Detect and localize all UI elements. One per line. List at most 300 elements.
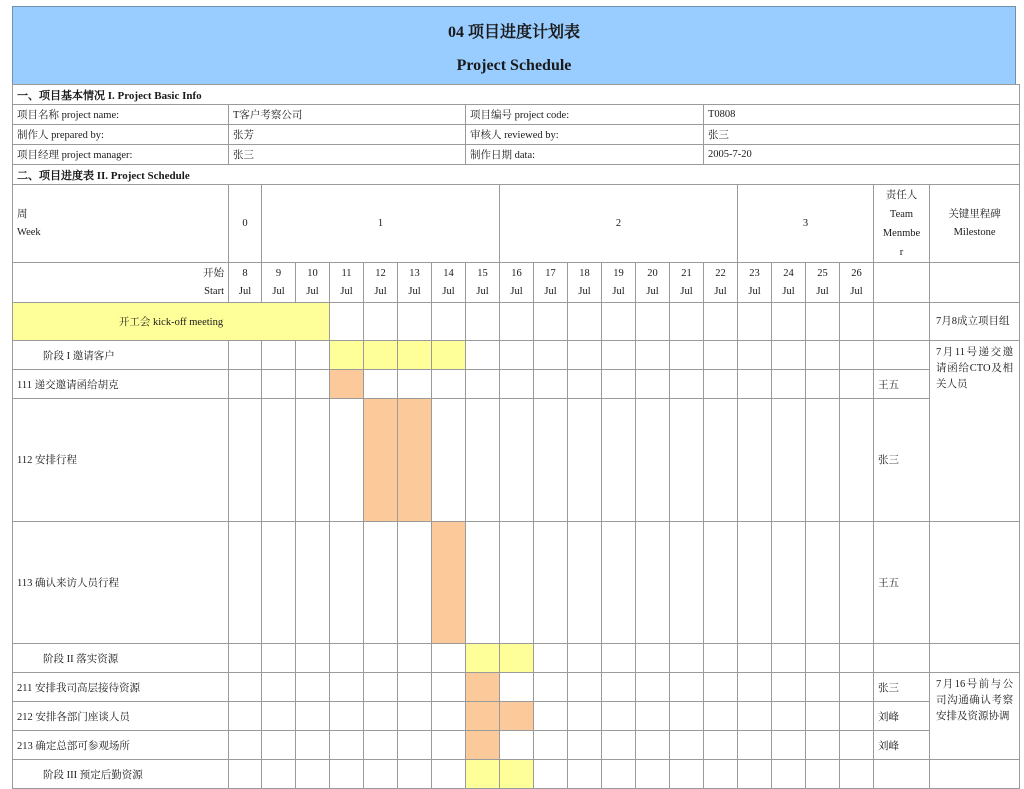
gantt-cell bbox=[262, 731, 296, 760]
gantt-cell bbox=[840, 303, 874, 341]
gantt-cell bbox=[602, 303, 636, 341]
milestone-cell bbox=[930, 760, 1020, 789]
day-month: Jul bbox=[442, 285, 455, 297]
gantt-cell bbox=[364, 731, 398, 760]
gantt-cell bbox=[772, 521, 806, 644]
gantt-cell bbox=[534, 341, 568, 370]
gantt-cell bbox=[262, 521, 296, 644]
milestone-empty-cell bbox=[930, 263, 1020, 303]
gantt-cell bbox=[432, 399, 466, 522]
day-month: Jul bbox=[612, 285, 625, 297]
gantt-cell bbox=[670, 731, 704, 760]
gantt-cell bbox=[534, 702, 568, 731]
gantt-cell bbox=[500, 370, 534, 399]
schedule-table bbox=[12, 84, 1020, 789]
project-name-label: 项目名称 project name: bbox=[13, 105, 229, 125]
day-month: Jul bbox=[748, 285, 761, 297]
task-bar-cell bbox=[330, 370, 364, 399]
phase-bar-cell bbox=[364, 341, 398, 370]
milestone-header-line: 关键里程碑 bbox=[948, 208, 1001, 220]
gantt-cell bbox=[432, 760, 466, 789]
gantt-cell bbox=[330, 303, 364, 341]
day-cell bbox=[432, 263, 466, 303]
prepared-by-label: 制作人 prepared by: bbox=[13, 125, 229, 145]
day-month: Jul bbox=[272, 285, 285, 297]
gantt-cell bbox=[398, 521, 432, 644]
gantt-cell bbox=[398, 644, 432, 673]
gantt-cell bbox=[330, 521, 364, 644]
gantt-cell bbox=[330, 399, 364, 522]
gantt-cell bbox=[772, 399, 806, 522]
gantt-cell bbox=[772, 760, 806, 789]
day-cell bbox=[670, 263, 704, 303]
gantt-cell bbox=[704, 341, 738, 370]
gantt-cell bbox=[670, 760, 704, 789]
team-member-cell: 张三 bbox=[874, 399, 930, 522]
gantt-cell bbox=[296, 644, 330, 673]
date-label: 制作日期 data: bbox=[466, 145, 704, 165]
gantt-cell bbox=[704, 731, 738, 760]
start-date-row bbox=[13, 263, 1020, 303]
team-member-cell: 王五 bbox=[874, 370, 930, 399]
gantt-cell bbox=[296, 731, 330, 760]
gantt-cell bbox=[772, 644, 806, 673]
gantt-cell bbox=[466, 303, 500, 341]
phase-bar-cell bbox=[500, 644, 534, 673]
schedule-sheet bbox=[12, 6, 1016, 789]
title-en: Project Schedule bbox=[456, 57, 572, 74]
team-member-header-line: r bbox=[899, 246, 904, 258]
gantt-cell bbox=[229, 644, 262, 673]
gantt-cell bbox=[670, 702, 704, 731]
title-banner bbox=[12, 6, 1016, 84]
gantt-cell bbox=[364, 702, 398, 731]
gantt-cell bbox=[772, 370, 806, 399]
day-month: Jul bbox=[340, 285, 353, 297]
task-row bbox=[13, 399, 1020, 522]
team-member-cell: 刘峰 bbox=[874, 731, 930, 760]
gantt-cell bbox=[364, 370, 398, 399]
gantt-cell bbox=[704, 702, 738, 731]
day-month: Jul bbox=[680, 285, 693, 297]
gantt-cell bbox=[670, 341, 704, 370]
task-row bbox=[13, 341, 1020, 370]
phase-bar-cell bbox=[466, 760, 500, 789]
gantt-cell bbox=[670, 673, 704, 702]
gantt-cell bbox=[398, 760, 432, 789]
day-number: 15 bbox=[477, 267, 488, 279]
team-member-header-line: 责任人 bbox=[885, 189, 918, 201]
reviewed-by-label: 审核人 reviewed by: bbox=[466, 125, 704, 145]
milestone-cell: 7月16号前与公司沟通确认考察安排及资源协调 bbox=[930, 673, 1020, 760]
team-member-header bbox=[874, 185, 930, 263]
week-1: 1 bbox=[262, 185, 500, 263]
gantt-cell bbox=[534, 644, 568, 673]
day-number: 8 bbox=[242, 267, 248, 279]
task-label: 113 确认来访人员行程 bbox=[13, 521, 229, 644]
gantt-cell bbox=[330, 731, 364, 760]
task-bar-cell bbox=[432, 521, 466, 644]
gantt-cell bbox=[296, 521, 330, 644]
gantt-cell bbox=[636, 341, 670, 370]
day-month: Jul bbox=[578, 285, 591, 297]
gantt-cell bbox=[840, 760, 874, 789]
week-label bbox=[13, 185, 229, 263]
day-cell bbox=[636, 263, 670, 303]
day-month: Jul bbox=[816, 285, 829, 297]
gantt-cell bbox=[568, 399, 602, 522]
gantt-cell bbox=[296, 673, 330, 702]
gantt-cell bbox=[534, 731, 568, 760]
day-month: Jul bbox=[714, 285, 727, 297]
gantt-cell bbox=[772, 303, 806, 341]
gantt-cell bbox=[364, 303, 398, 341]
gantt-cell bbox=[398, 731, 432, 760]
gantt-cell bbox=[229, 399, 262, 522]
gantt-cell bbox=[500, 731, 534, 760]
team-member-cell bbox=[874, 341, 930, 370]
gantt-cell bbox=[636, 521, 670, 644]
team-member-cell: 王五 bbox=[874, 521, 930, 644]
gantt-cell bbox=[432, 673, 466, 702]
gantt-cell bbox=[262, 760, 296, 789]
gantt-cell bbox=[806, 702, 840, 731]
date-value: 2005-7-20 bbox=[704, 145, 1020, 165]
week-label-en: Week bbox=[17, 226, 41, 238]
gantt-cell bbox=[568, 644, 602, 673]
team-member-cell bbox=[874, 760, 930, 789]
team-member-cell: 张三 bbox=[874, 673, 930, 702]
gantt-cell bbox=[568, 341, 602, 370]
task-label: 阶段 II 落实资源 bbox=[13, 644, 229, 673]
gantt-cell bbox=[364, 760, 398, 789]
gantt-cell bbox=[806, 370, 840, 399]
day-month: Jul bbox=[306, 285, 319, 297]
day-cell bbox=[296, 263, 330, 303]
day-cell bbox=[398, 263, 432, 303]
team-member-empty-cell bbox=[874, 263, 930, 303]
gantt-cell bbox=[534, 673, 568, 702]
task-label: 211 安排我司高层接待资源 bbox=[13, 673, 229, 702]
gantt-cell bbox=[806, 673, 840, 702]
gantt-cell bbox=[704, 521, 738, 644]
gantt-cell bbox=[704, 303, 738, 341]
gantt-cell bbox=[602, 341, 636, 370]
day-cell bbox=[262, 263, 296, 303]
task-row bbox=[13, 673, 1020, 702]
task-label: 阶段 I 邀请客户 bbox=[13, 341, 229, 370]
phase-bar-cell bbox=[398, 341, 432, 370]
gantt-cell bbox=[364, 521, 398, 644]
task-bar-cell bbox=[398, 399, 432, 522]
day-number: 22 bbox=[715, 267, 726, 279]
day-cell bbox=[534, 263, 568, 303]
team-member-cell bbox=[874, 644, 930, 673]
gantt-cell bbox=[738, 702, 772, 731]
task-row bbox=[13, 370, 1020, 399]
day-number: 19 bbox=[613, 267, 624, 279]
gantt-cell bbox=[636, 303, 670, 341]
task-row bbox=[13, 702, 1020, 731]
gantt-cell bbox=[772, 673, 806, 702]
task-row bbox=[13, 644, 1020, 673]
gantt-cell bbox=[772, 702, 806, 731]
team-member-header-line: Menmbe bbox=[882, 227, 921, 239]
gantt-cell bbox=[670, 370, 704, 399]
task-bar-cell bbox=[466, 702, 500, 731]
start-label-cn: 开始 bbox=[203, 267, 224, 279]
gantt-cell bbox=[806, 760, 840, 789]
team-member-cell: 刘峰 bbox=[874, 702, 930, 731]
day-number: 13 bbox=[409, 267, 420, 279]
manager-value: 张三 bbox=[229, 145, 466, 165]
day-cell bbox=[229, 263, 262, 303]
phase-bar-cell bbox=[330, 341, 364, 370]
gantt-cell bbox=[364, 644, 398, 673]
gantt-cell bbox=[466, 521, 500, 644]
day-number: 23 bbox=[749, 267, 760, 279]
day-cell bbox=[704, 263, 738, 303]
gantt-cell bbox=[262, 370, 296, 399]
gantt-cell bbox=[398, 702, 432, 731]
day-number: 12 bbox=[375, 267, 386, 279]
task-row bbox=[13, 760, 1020, 789]
gantt-cell bbox=[229, 760, 262, 789]
gantt-cell bbox=[330, 760, 364, 789]
info-row bbox=[13, 125, 1020, 145]
gantt-cell bbox=[398, 673, 432, 702]
day-month: Jul bbox=[646, 285, 659, 297]
day-month: Jul bbox=[476, 285, 489, 297]
gantt-cell bbox=[636, 370, 670, 399]
day-number: 17 bbox=[545, 267, 556, 279]
phase-bar-cell bbox=[466, 644, 500, 673]
gantt-cell bbox=[704, 399, 738, 522]
gantt-cell bbox=[602, 673, 636, 702]
gantt-cell bbox=[704, 370, 738, 399]
day-number: 10 bbox=[307, 267, 318, 279]
section-basic-info-title: 一、项目基本情况 I. Project Basic Info bbox=[13, 85, 1020, 105]
title-cn: 04 项目进度计划表 bbox=[447, 24, 580, 41]
gantt-cell bbox=[772, 341, 806, 370]
gantt-cell bbox=[568, 370, 602, 399]
day-cell bbox=[364, 263, 398, 303]
gantt-cell bbox=[500, 341, 534, 370]
day-month: Jul bbox=[782, 285, 795, 297]
gantt-cell bbox=[806, 341, 840, 370]
gantt-cell bbox=[670, 644, 704, 673]
team-member-cell bbox=[874, 303, 930, 341]
gantt-cell bbox=[229, 702, 262, 731]
reviewed-by-value: 张三 bbox=[704, 125, 1020, 145]
gantt-cell bbox=[398, 370, 432, 399]
gantt-cell bbox=[296, 370, 330, 399]
day-number: 18 bbox=[579, 267, 590, 279]
gantt-cell bbox=[398, 303, 432, 341]
gantt-cell bbox=[840, 399, 874, 522]
kickoff-meeting-bar: 开工会 kick-off meeting bbox=[13, 303, 330, 341]
gantt-cell bbox=[262, 399, 296, 522]
gantt-cell bbox=[602, 760, 636, 789]
day-number: 21 bbox=[681, 267, 692, 279]
gantt-cell bbox=[432, 370, 466, 399]
gantt-cell bbox=[670, 303, 704, 341]
day-number: 26 bbox=[851, 267, 862, 279]
gantt-cell bbox=[738, 303, 772, 341]
gantt-cell bbox=[738, 399, 772, 522]
gantt-cell bbox=[602, 702, 636, 731]
team-member-header-line: Team bbox=[889, 208, 914, 220]
task-label: 112 安排行程 bbox=[13, 399, 229, 522]
section-schedule-row bbox=[13, 165, 1020, 185]
gantt-cell bbox=[262, 702, 296, 731]
day-cell bbox=[330, 263, 364, 303]
phase-bar-cell bbox=[432, 341, 466, 370]
gantt-cell bbox=[229, 521, 262, 644]
gantt-cell bbox=[534, 303, 568, 341]
gantt-cell bbox=[229, 673, 262, 702]
day-month: Jul bbox=[408, 285, 421, 297]
task-label: 阶段 III 预定后勤资源 bbox=[13, 760, 229, 789]
prepared-by-value: 张芳 bbox=[229, 125, 466, 145]
task-bar-cell bbox=[466, 673, 500, 702]
task-row bbox=[13, 521, 1020, 644]
gantt-cell bbox=[636, 731, 670, 760]
week-0: 0 bbox=[229, 185, 262, 263]
day-month: Jul bbox=[238, 285, 252, 297]
week-3: 3 bbox=[738, 185, 874, 263]
start-label-en: Start bbox=[204, 285, 224, 297]
task-bar-cell bbox=[364, 399, 398, 522]
day-number: 24 bbox=[783, 267, 794, 279]
gantt-cell bbox=[568, 731, 602, 760]
gantt-cell bbox=[806, 399, 840, 522]
milestone-header-line: Milestone bbox=[953, 226, 996, 238]
kickoff-row bbox=[13, 303, 1020, 341]
info-row bbox=[13, 145, 1020, 165]
gantt-cell bbox=[602, 644, 636, 673]
manager-label: 项目经理 project manager: bbox=[13, 145, 229, 165]
gantt-cell bbox=[500, 521, 534, 644]
day-cell bbox=[738, 263, 772, 303]
week-label-cn: 周 bbox=[17, 208, 28, 220]
gantt-cell bbox=[262, 673, 296, 702]
gantt-cell bbox=[840, 644, 874, 673]
gantt-cell bbox=[602, 399, 636, 522]
day-number: 16 bbox=[511, 267, 522, 279]
day-cell bbox=[602, 263, 636, 303]
gantt-cell bbox=[534, 760, 568, 789]
project-name-value: T客户考察公司 bbox=[229, 105, 466, 125]
gantt-cell bbox=[670, 521, 704, 644]
day-number: 9 bbox=[275, 267, 282, 279]
gantt-cell bbox=[704, 644, 738, 673]
gantt-cell bbox=[806, 644, 840, 673]
gantt-cell bbox=[738, 731, 772, 760]
week-header-row bbox=[13, 185, 1020, 263]
gantt-cell bbox=[738, 644, 772, 673]
gantt-cell bbox=[534, 399, 568, 522]
gantt-cell bbox=[602, 370, 636, 399]
task-row bbox=[13, 731, 1020, 760]
day-month: Jul bbox=[544, 285, 557, 297]
gantt-cell bbox=[229, 370, 262, 399]
gantt-cell bbox=[806, 731, 840, 760]
day-cell bbox=[806, 263, 840, 303]
gantt-cell bbox=[296, 760, 330, 789]
gantt-cell bbox=[296, 399, 330, 522]
gantt-cell bbox=[432, 644, 466, 673]
gantt-cell bbox=[330, 702, 364, 731]
gantt-cell bbox=[840, 702, 874, 731]
gantt-cell bbox=[568, 303, 602, 341]
gantt-cell bbox=[840, 341, 874, 370]
task-label: 212 安排各部门座谈人员 bbox=[13, 702, 229, 731]
gantt-cell bbox=[364, 673, 398, 702]
project-code-label: 项目编号 project code: bbox=[466, 105, 704, 125]
gantt-cell bbox=[500, 399, 534, 522]
gantt-cell bbox=[840, 731, 874, 760]
gantt-cell bbox=[602, 731, 636, 760]
gantt-cell bbox=[636, 702, 670, 731]
day-month: Jul bbox=[510, 285, 523, 297]
gantt-cell bbox=[806, 521, 840, 644]
day-number: 20 bbox=[647, 267, 658, 279]
task-label: 111 递交邀请函给胡克 bbox=[13, 370, 229, 399]
gantt-cell bbox=[840, 673, 874, 702]
gantt-cell bbox=[330, 644, 364, 673]
section-basic-info-row bbox=[13, 85, 1020, 105]
gantt-cell bbox=[466, 399, 500, 522]
project-code-value: T0808 bbox=[704, 105, 1020, 125]
day-month: Jul bbox=[374, 285, 387, 297]
gantt-cell bbox=[840, 521, 874, 644]
milestone-cell bbox=[930, 644, 1020, 673]
section-schedule-title: 二、项目进度表 II. Project Schedule bbox=[13, 165, 1020, 185]
gantt-cell bbox=[636, 760, 670, 789]
task-label: 213 确定总部可参观场所 bbox=[13, 731, 229, 760]
gantt-cell bbox=[568, 521, 602, 644]
day-cell bbox=[840, 263, 874, 303]
gantt-cell bbox=[330, 673, 364, 702]
day-cell bbox=[772, 263, 806, 303]
task-bar-cell bbox=[466, 731, 500, 760]
gantt-cell bbox=[534, 370, 568, 399]
gantt-cell bbox=[704, 673, 738, 702]
task-bar-cell bbox=[500, 702, 534, 731]
gantt-cell bbox=[432, 702, 466, 731]
gantt-cell bbox=[670, 399, 704, 522]
gantt-cell bbox=[704, 760, 738, 789]
gantt-cell bbox=[840, 370, 874, 399]
gantt-cell bbox=[738, 760, 772, 789]
milestone-cell: 7月8成立项目组 bbox=[930, 303, 1020, 341]
gantt-cell bbox=[738, 341, 772, 370]
milestone-cell: 7月11号递交邀请函给CTO及相关人员 bbox=[930, 341, 1020, 522]
gantt-cell bbox=[806, 303, 840, 341]
gantt-cell bbox=[568, 673, 602, 702]
gantt-cell bbox=[500, 673, 534, 702]
day-cell bbox=[568, 263, 602, 303]
gantt-cell bbox=[296, 702, 330, 731]
gantt-cell bbox=[534, 521, 568, 644]
gantt-cell bbox=[229, 341, 262, 370]
day-month: Jul bbox=[850, 285, 863, 297]
gantt-cell bbox=[466, 341, 500, 370]
start-label bbox=[13, 263, 229, 303]
milestone-header bbox=[930, 185, 1020, 263]
day-number: 14 bbox=[443, 267, 454, 279]
